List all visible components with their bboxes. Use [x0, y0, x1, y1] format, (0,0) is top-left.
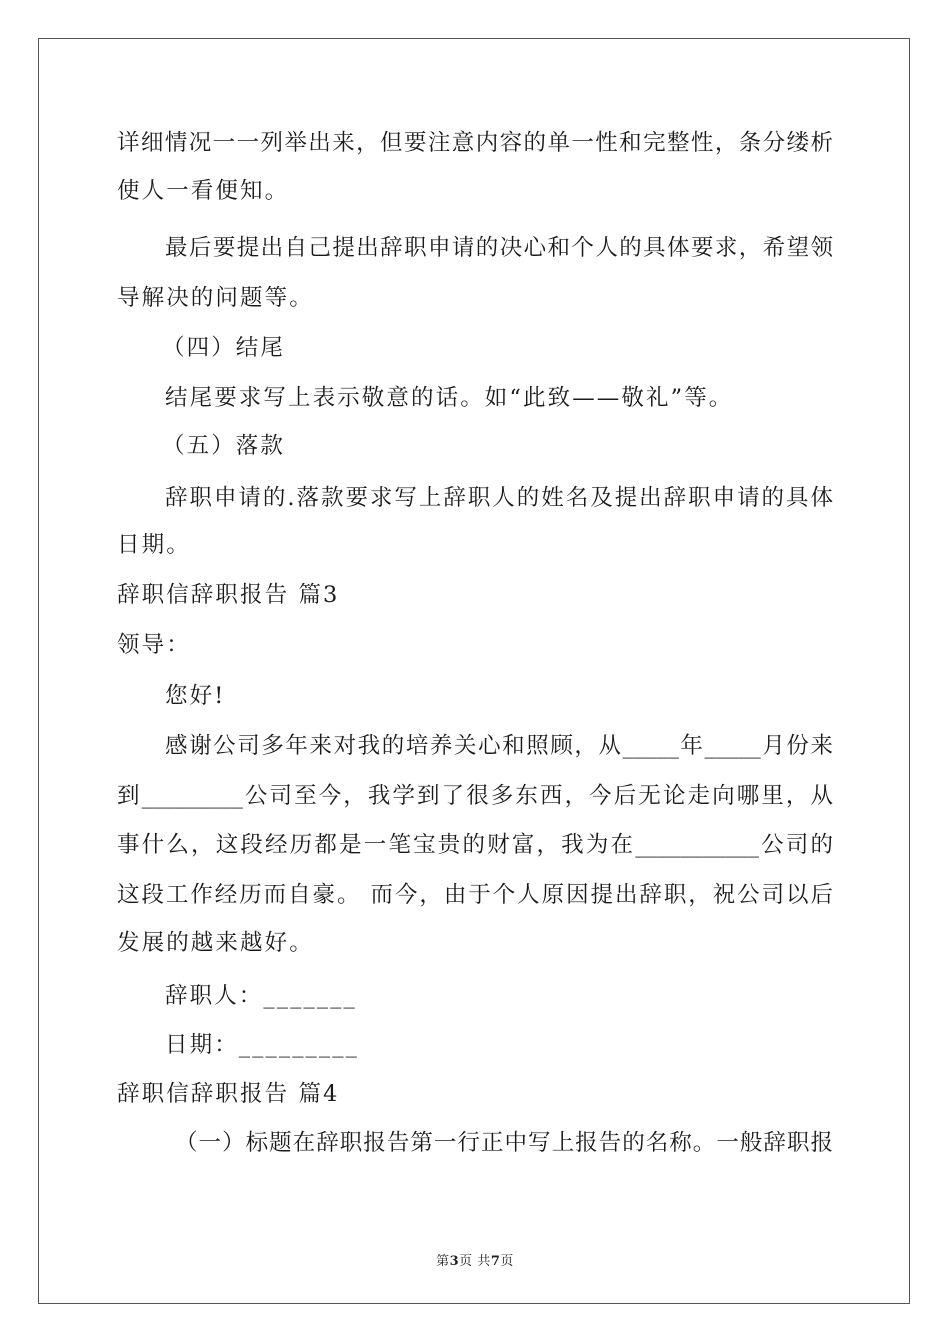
text-line: 结尾要求写上表示敬意的话。如“此致——敬礼”等。	[165, 385, 734, 411]
date-line: 日期：_________	[165, 1032, 359, 1058]
text-line: 事什么，这段经历都是一笔宝贵的财富，我为在___________公司的	[117, 832, 833, 858]
salutation: 领导：	[117, 632, 191, 658]
text-line: （一）标题在辞职报告第一行正中写上报告的名称。一般辞职报	[175, 1130, 833, 1156]
page-footer	[0, 1250, 950, 1269]
footer-suffix: 页	[500, 1254, 514, 1269]
text-line: 日期。	[117, 532, 191, 558]
current-page-number: 3	[449, 1254, 460, 1269]
page-border	[38, 38, 910, 1304]
total-page-number: 7	[490, 1254, 501, 1269]
article-heading: 辞职信辞职报告 篇3	[117, 582, 340, 608]
footer-prefix: 第	[436, 1254, 450, 1269]
signature-line: 辞职人：_______	[165, 983, 357, 1009]
text-line: 到_________公司至今，我学到了很多东西，今后无论走向哪里，从	[117, 783, 833, 809]
article-heading: 辞职信辞职报告 篇4	[117, 1081, 340, 1107]
text-line: 详细情况一一列举出来，但要注意内容的单一性和完整性，条分缕析	[117, 130, 833, 156]
footer-mid: 页 共	[459, 1254, 491, 1269]
text-line: 最后要提出自己提出辞职申请的决心和个人的具体要求，希望领	[165, 235, 833, 261]
section-heading: （四）结尾	[162, 335, 286, 361]
section-heading: （五）落款	[162, 433, 286, 459]
text-line: 辞职申请的.落款要求写上辞职人的姓名及提出辞职申请的具体	[165, 485, 833, 511]
text-line: 发展的越来越好。	[117, 930, 314, 956]
text-line: 导解决的问题等。	[117, 285, 314, 311]
text-line: 这段工作经历而自豪。 而今，由于个人原因提出辞职，祝公司以后	[117, 882, 833, 908]
text-line: 感谢公司多年来对我的培养关心和照顾，从_____年_____月份来	[165, 733, 833, 759]
greeting: 您好!	[165, 683, 226, 709]
text-line: 使人一看便知。	[117, 178, 290, 204]
